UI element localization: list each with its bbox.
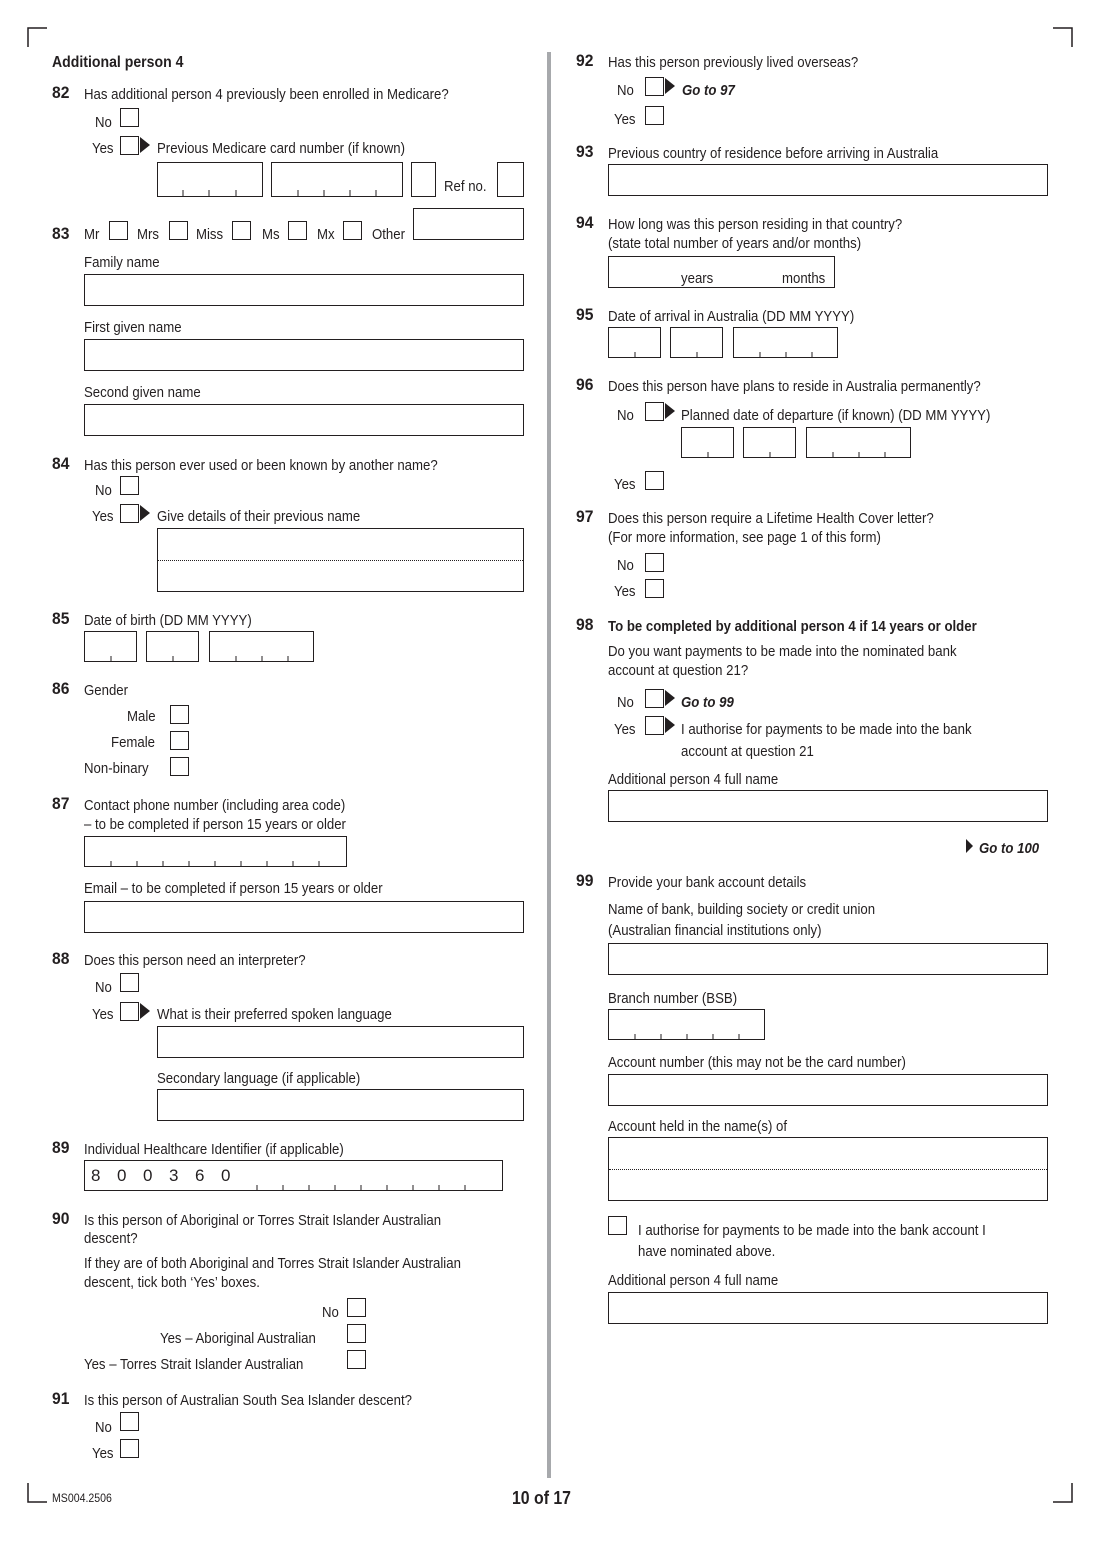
corner-mark-top-left bbox=[27, 27, 47, 47]
question-text: Provide your bank account details bbox=[608, 874, 807, 891]
question-number: 85 bbox=[52, 609, 70, 628]
field-label: Account number (this may not be the card number) bbox=[608, 1054, 906, 1071]
question-text: How long was this person residing in that country? bbox=[608, 216, 903, 233]
option-label-female: Female bbox=[111, 734, 156, 751]
title-mrs-label: Mrs bbox=[137, 226, 159, 243]
arrow-icon bbox=[140, 505, 150, 521]
field-label: Account held in the name(s) of bbox=[608, 1118, 788, 1135]
checkbox-title-mx[interactable] bbox=[343, 221, 362, 240]
preferred-language-field[interactable] bbox=[157, 1026, 524, 1058]
question-text: Is this person of Aboriginal or Torres Strait Islander Australian bbox=[84, 1212, 442, 1229]
option-label-yes: Yes bbox=[614, 721, 636, 738]
question-text: (For more information, see page 1 of this form) bbox=[608, 529, 881, 546]
option-label-no: No bbox=[95, 979, 112, 996]
arrow-icon bbox=[140, 137, 150, 153]
checkbox-q82-no[interactable] bbox=[120, 108, 139, 127]
option-label-no: No bbox=[617, 407, 634, 424]
title-mr-label: Mr bbox=[84, 226, 100, 243]
arrow-icon bbox=[140, 1003, 150, 1019]
corner-mark-top-right bbox=[1053, 27, 1073, 47]
checkbox-q98-yes[interactable] bbox=[645, 716, 664, 735]
question-number: 96 bbox=[576, 375, 594, 394]
field-label: What is their preferred spoken language bbox=[157, 1006, 392, 1023]
field-label: Name of bank, building society or credit union bbox=[608, 901, 876, 918]
question-number: 97 bbox=[576, 507, 594, 526]
field-label: Branch number (BSB) bbox=[608, 990, 738, 1007]
option-label-yes: Yes bbox=[614, 476, 636, 493]
question-text: Has this person previously lived overseas? bbox=[608, 54, 859, 71]
authorise-text: I authorise for payments to be made into the bank bbox=[681, 721, 972, 738]
field-label: Additional person 4 full name bbox=[608, 1272, 779, 1289]
question-text: Has this person ever used or been known by another name? bbox=[84, 457, 438, 474]
field-label: Planned date of departure (if known) (DD MM YYYY) bbox=[681, 407, 991, 424]
checkbox-title-mrs[interactable] bbox=[169, 221, 188, 240]
question-text: Do you want payments to be made into the nominated bank bbox=[608, 643, 957, 660]
authorise-text: account at question 21 bbox=[681, 743, 814, 760]
checkbox-q97-yes[interactable] bbox=[645, 579, 664, 598]
question-text: Contact phone number (including area code) bbox=[84, 797, 346, 814]
question-number: 89 bbox=[52, 1138, 70, 1157]
question-number: 88 bbox=[52, 949, 70, 968]
title-mx-label: Mx bbox=[317, 226, 335, 243]
question-number: 93 bbox=[576, 142, 594, 161]
q99-full-name-field[interactable] bbox=[608, 1292, 1048, 1324]
ihi-digit: 8 bbox=[91, 1166, 101, 1185]
option-label-aboriginal: Yes – Aboriginal Australian bbox=[160, 1330, 316, 1347]
option-label-male: Male bbox=[127, 708, 156, 725]
ihi-digit: 6 bbox=[195, 1166, 205, 1185]
option-label-yes: Yes bbox=[92, 1445, 114, 1462]
question-text: Previous country of residence before arriving in Australia bbox=[608, 145, 939, 162]
option-label-yes: Yes bbox=[92, 140, 114, 157]
checkbox-q98-no[interactable] bbox=[645, 689, 664, 708]
option-label-no: No bbox=[617, 694, 634, 711]
years-label: years bbox=[681, 270, 714, 287]
go-to-100-instruction: Go to 100 bbox=[979, 840, 1040, 857]
question-text: account at question 21? bbox=[608, 662, 749, 679]
checkbox-gender-female[interactable] bbox=[170, 731, 189, 750]
arrow-icon bbox=[665, 78, 675, 94]
checkbox-q96-yes[interactable] bbox=[645, 471, 664, 490]
arrow-icon bbox=[665, 403, 675, 419]
arrow-icon bbox=[966, 839, 973, 853]
ihi-digit: 0 bbox=[143, 1166, 153, 1185]
family-name-field[interactable] bbox=[84, 274, 524, 306]
question-text: Does this person need an interpreter? bbox=[84, 952, 306, 969]
field-label: First given name bbox=[84, 319, 182, 336]
question-text-bold: To be completed by additional person 4 if 14 years or older bbox=[608, 618, 977, 635]
arrow-icon bbox=[665, 717, 675, 733]
checkbox-q88-no[interactable] bbox=[120, 973, 139, 992]
section-title: Additional person 4 bbox=[52, 54, 184, 71]
checkbox-q91-no[interactable] bbox=[120, 1412, 139, 1431]
option-label-no: No bbox=[617, 82, 634, 99]
title-other-field[interactable] bbox=[413, 208, 524, 240]
checkbox-q91-yes[interactable] bbox=[120, 1439, 139, 1458]
field-label: Give details of their previous name bbox=[157, 508, 361, 525]
account-number-field[interactable] bbox=[608, 1074, 1048, 1106]
checkbox-gender-male[interactable] bbox=[170, 705, 189, 724]
email-field[interactable] bbox=[84, 901, 524, 933]
question-text: Does this person have plans to reside in Australia permanently? bbox=[608, 378, 981, 395]
authorise-text: have nominated above. bbox=[638, 1243, 776, 1260]
option-label-yes: Yes bbox=[614, 583, 636, 600]
question-text: Is this person of Australian South Sea Islander descent? bbox=[84, 1392, 413, 1409]
first-given-name-field[interactable] bbox=[84, 339, 524, 371]
bsb-field[interactable] bbox=[608, 1009, 768, 1041]
question-number: 82 bbox=[52, 83, 70, 102]
checkbox-q88-yes[interactable] bbox=[120, 1002, 139, 1021]
option-label-yes: Yes bbox=[92, 1006, 114, 1023]
question-number: 92 bbox=[576, 51, 594, 70]
checkbox-gender-non-binary[interactable] bbox=[170, 757, 189, 776]
question-number: 87 bbox=[52, 794, 70, 813]
option-label-non-binary: Non-binary bbox=[84, 760, 149, 777]
option-label-no: No bbox=[95, 1419, 112, 1436]
question-text: descent, tick both ‘Yes’ boxes. bbox=[84, 1274, 260, 1291]
arrival-date-field[interactable] bbox=[608, 327, 843, 359]
go-to-99-instruction: Go to 99 bbox=[681, 694, 734, 711]
checkbox-q92-no[interactable] bbox=[645, 77, 664, 96]
option-label-yes: Yes bbox=[92, 508, 114, 525]
field-label: Family name bbox=[84, 254, 160, 271]
question-number: 91 bbox=[52, 1389, 70, 1408]
contact-phone-field[interactable] bbox=[84, 836, 348, 868]
checkbox-q97-no[interactable] bbox=[645, 553, 664, 572]
question-number: 83 bbox=[52, 224, 70, 243]
checkbox-q90-no[interactable] bbox=[347, 1298, 366, 1317]
option-label-no: No bbox=[617, 557, 634, 574]
bank-name-field[interactable] bbox=[608, 943, 1048, 975]
question-number: 99 bbox=[576, 871, 594, 890]
question-number: 95 bbox=[576, 305, 594, 324]
checkbox-title-mr[interactable] bbox=[109, 221, 128, 240]
page-number: 10 of 17 bbox=[512, 1488, 572, 1508]
question-text: Date of birth (DD MM YYYY) bbox=[84, 612, 252, 629]
column-divider bbox=[547, 52, 551, 1478]
field-label: Additional person 4 full name bbox=[608, 771, 779, 788]
authorise-text: I authorise for payments to be made into the bank account I bbox=[638, 1222, 986, 1239]
ihi-digit: 3 bbox=[169, 1166, 179, 1185]
checkbox-q90-aboriginal[interactable] bbox=[347, 1324, 366, 1343]
checkbox-q90-torres-strait[interactable] bbox=[347, 1350, 366, 1369]
previous-name-field[interactable] bbox=[157, 528, 524, 592]
ref-no-label: Ref no. bbox=[444, 178, 487, 195]
checkbox-q99-authorise[interactable] bbox=[608, 1216, 627, 1235]
form-code: MS004.2506 bbox=[52, 1491, 112, 1505]
departure-date-field[interactable] bbox=[681, 427, 916, 459]
account-holder-name-field[interactable] bbox=[608, 1137, 1048, 1201]
option-label-no: No bbox=[95, 114, 112, 131]
question-text: – to be completed if person 15 years or older bbox=[84, 816, 346, 833]
secondary-language-field[interactable] bbox=[157, 1089, 524, 1121]
checkbox-q84-no[interactable] bbox=[120, 476, 139, 495]
field-label: Email – to be completed if person 15 years or older bbox=[84, 880, 383, 897]
months-label: months bbox=[782, 270, 826, 287]
question-text: Date of arrival in Australia (DD MM YYYY) bbox=[608, 308, 855, 325]
checkbox-title-ms[interactable] bbox=[288, 221, 307, 240]
checkbox-q84-yes[interactable] bbox=[120, 504, 139, 523]
arrow-icon bbox=[665, 690, 675, 706]
title-ms-label: Ms bbox=[262, 226, 280, 243]
option-label-no: No bbox=[95, 482, 112, 499]
corner-mark-bottom-right bbox=[1053, 1483, 1073, 1503]
question-text: Gender bbox=[84, 682, 129, 699]
title-miss-label: Miss bbox=[196, 226, 224, 243]
question-number: 98 bbox=[576, 615, 594, 634]
question-text: If they are of both Aboriginal and Torres Strait Islander Australian bbox=[84, 1255, 461, 1272]
q98-full-name-field[interactable] bbox=[608, 790, 1048, 822]
question-number: 94 bbox=[576, 213, 594, 232]
checkbox-q92-yes[interactable] bbox=[645, 106, 664, 125]
second-given-name-field[interactable] bbox=[84, 404, 524, 436]
checkbox-title-miss[interactable] bbox=[232, 221, 251, 240]
question-number: 86 bbox=[52, 679, 70, 698]
question-text: (state total number of years and/or months) bbox=[608, 235, 862, 252]
title-other-label: Other bbox=[372, 226, 406, 243]
corner-mark-bottom-left bbox=[27, 1483, 47, 1503]
ihi-digit: 0 bbox=[117, 1166, 127, 1185]
question-number: 90 bbox=[52, 1209, 70, 1228]
option-label-torres-strait: Yes – Torres Strait Islander Australian bbox=[84, 1356, 304, 1373]
field-label: Secondary language (if applicable) bbox=[157, 1070, 361, 1087]
option-label-no: No bbox=[322, 1304, 339, 1321]
question-text: Has additional person 4 previously been enrolled in Medicare? bbox=[84, 86, 449, 103]
previous-country-field[interactable] bbox=[608, 164, 1048, 196]
go-to-97-instruction: Go to 97 bbox=[682, 82, 735, 99]
field-label: (Australian financial institutions only) bbox=[608, 922, 822, 939]
checkbox-q82-yes[interactable] bbox=[120, 136, 139, 155]
field-label: Second given name bbox=[84, 384, 201, 401]
date-of-birth-field[interactable] bbox=[84, 631, 319, 663]
checkbox-q96-no[interactable] bbox=[645, 402, 664, 421]
option-label-yes: Yes bbox=[614, 111, 636, 128]
question-number: 84 bbox=[52, 454, 70, 473]
field-label: Previous Medicare card number (if known) bbox=[157, 140, 405, 157]
ihi-digit: 0 bbox=[221, 1166, 231, 1185]
question-text: Individual Healthcare Identifier (if applicable) bbox=[84, 1141, 344, 1158]
question-text: Does this person require a Lifetime Health Cover letter? bbox=[608, 510, 934, 527]
question-text: descent? bbox=[84, 1230, 138, 1247]
